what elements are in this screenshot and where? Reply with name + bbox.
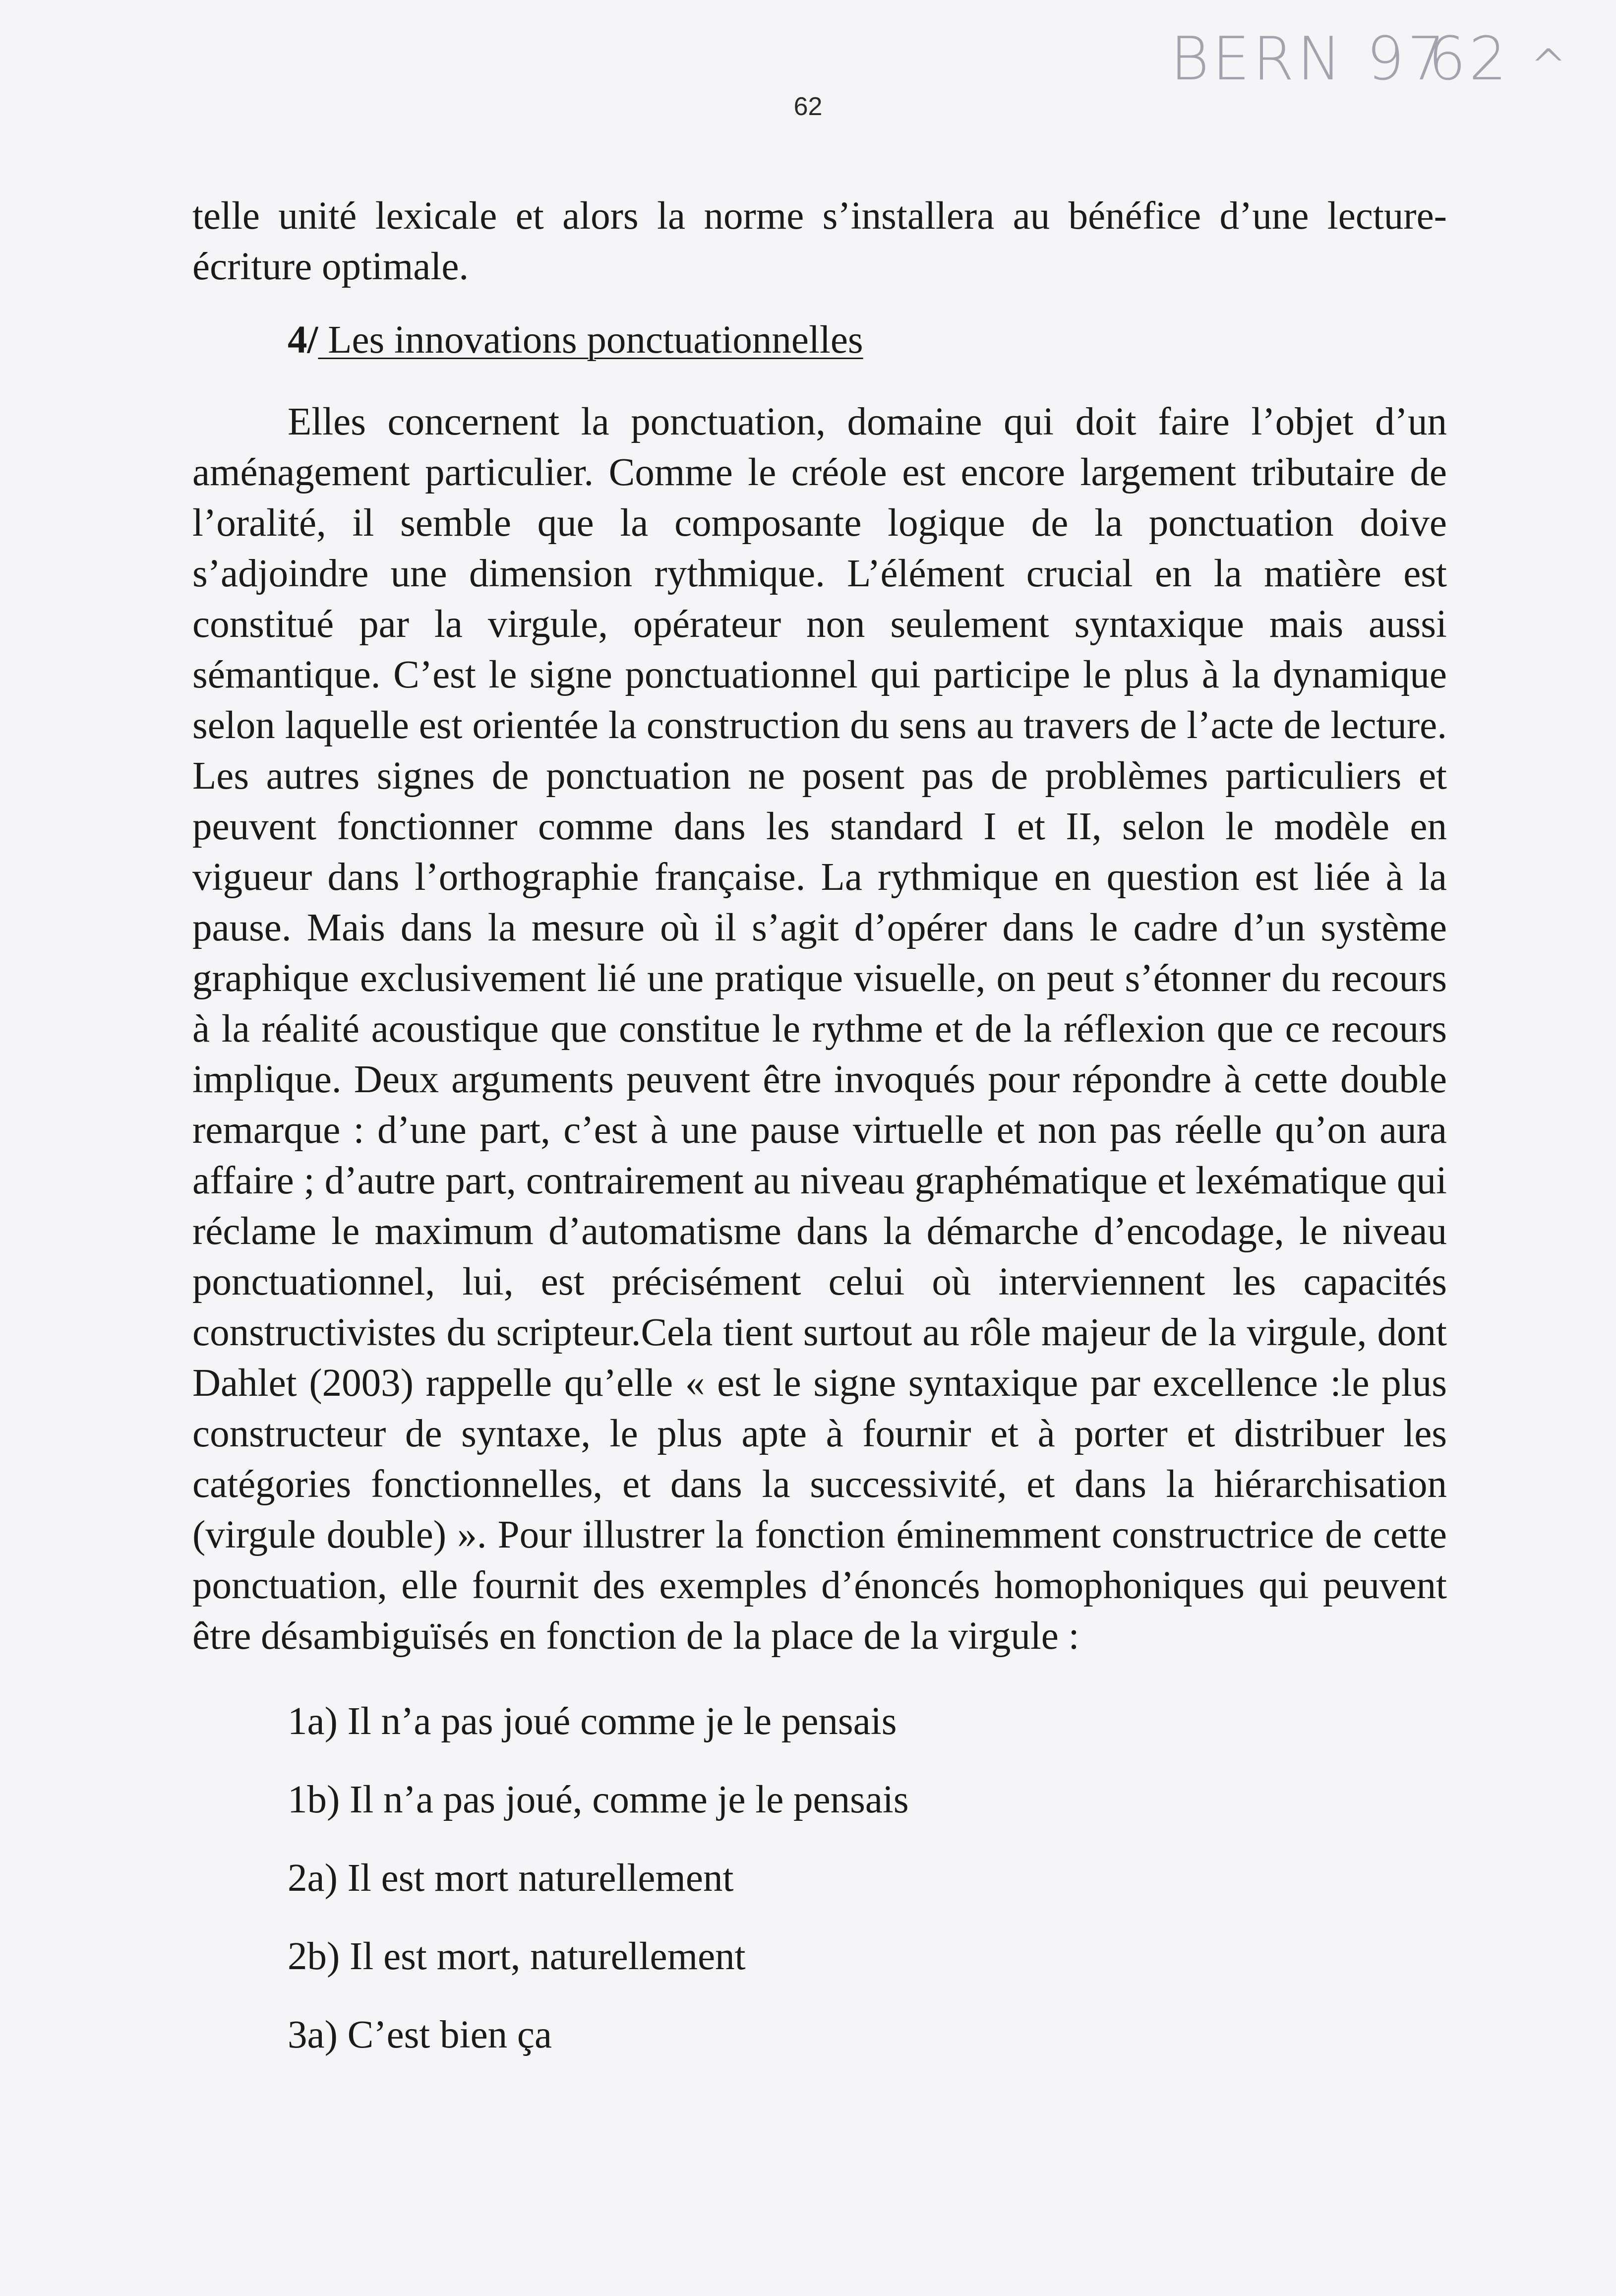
example-item: 1a) Il n’a pas joué comme je le pensais <box>288 1700 897 1743</box>
page-number: 62 <box>793 92 823 121</box>
example-item: 3a) C’est bien ça <box>288 2013 552 2056</box>
paragraph-main: Elles concernent la ponctuation, domaine qui doit faire l’objet d’un aménagement particulier. Comme le créole est encore largement tributaire de l’oralité, il semble que la composante logique de la ponctuation doive s’adjoindre une dimension rythmique. L’élément crucial en la matière est constitué par la virgule, opérateur non seulement syntaxique mais aussi sémantique. C’est le signe ponctuationnel qui participe le plus à la dynamique selon laquelle est orientée la construction du sens au travers de l’acte de lecture. Les autres signes de ponctuation ne posent pas de problèmes particuliers et peuvent fonctionner comme dans les standard I et II, selon le modèle en vigueur dans l’orthographie française. La rythmique en question est liée à la pause. Mais dans la mesure où il s’agit d’opérer dans le cadre d’un système graphique exclusivement lié une pratique visuelle, on peut s’étonner du recours à la réalité acoustique que constitue le rythme et de la réflexion que ce recours implique. Deux arguments peuvent être invoqués pour répondre à cette double remarque : d’une part, c’est à une pause virtuelle et non pas réelle qu’on aura affaire ; d’autre part, contrairement au niveau graphématique et lexématique qui réclame le maximum d’automatisme dans la démarche d’encodage, le niveau ponctuationnel, lui, est précisément celui où interviennent les capacités constructivistes du scripteur.Cela tient surtout au rôle majeur de la virgule, dont Dahlet (2003) rappelle qu’elle « est le signe syntaxique par excellence :le plus constructeur de syntaxe, le plus apte à fournir et à porter et distribuer les catégories fonctionnelles, et dans la successivité, et dans la hiérarchisation (virgule double) ». Pour illustrer la fonction éminemment constructrice de cette ponctuation, elle fournit des exemples d’énoncés homophoniques qui peuvent être désambiguïsés en fonction de la place de la virgule : <box>192 400 1447 1658</box>
example-item: 2b) Il est mort, naturellement <box>288 1935 746 1978</box>
handwritten-page-number: 62 <box>1428 25 1510 94</box>
example-item: 1b) Il n’a pas joué, comme je le pensais <box>288 1778 909 1821</box>
handwritten-reference: BERN 97 <box>1170 25 1448 94</box>
section-heading <box>288 315 863 366</box>
paragraph-continuation: telle unité lexicale et alors la norme s’installera au bénéfice d’une lecture-écriture optimale. <box>192 194 1447 288</box>
examples-list <box>288 1696 909 2088</box>
handwritten-mark: ^ <box>1530 40 1570 92</box>
example-item: 2a) Il est mort naturellement <box>288 1857 734 1900</box>
section-heading-number: 4/ <box>288 318 318 362</box>
section-heading-title: Les innovations ponctuationnelles <box>318 318 863 362</box>
